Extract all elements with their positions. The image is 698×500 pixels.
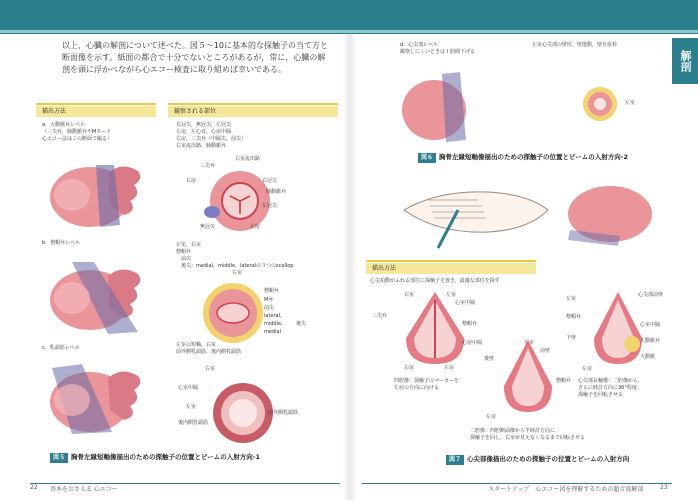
label-lateral: lateral, xyxy=(264,313,282,319)
figure5-caption-text: 胸骨左縁短軸像描出のための探触子の位置とビームの入射方向-1 xyxy=(71,453,260,461)
method2-header-rule xyxy=(366,260,536,262)
two-chamber-note: 二腔像：四腔断面像から半時計方向に 探触子を回し，右室が見えなくなるまで回転させる xyxy=(470,428,586,441)
header-stripe xyxy=(0,30,698,33)
label-rv-c: 右室 xyxy=(205,366,216,372)
label-mv-4ch: 僧帽弁 xyxy=(462,321,478,327)
patient-torso-illustration xyxy=(398,170,558,250)
figure6-badge: 図６ xyxy=(418,153,436,163)
label-lv-2ch: 左室 xyxy=(524,340,535,346)
view-a-text: 右冠尖，無冠尖，左冠尖 左房，左心耳，心房中隔 右房，三尖弁（中隔尖，前尖） 右室流出路，肺動脈弁 xyxy=(176,122,247,149)
right-page-number: 23 xyxy=(660,484,668,491)
label-lv-c: 左室 xyxy=(186,404,197,410)
label-m-valve: M弁 xyxy=(264,297,274,303)
method-header: 描出方法 xyxy=(36,106,156,117)
label-tricuspid: 三尖弁 xyxy=(200,163,216,169)
apical-long-axis-view xyxy=(588,288,648,368)
figure7-caption xyxy=(446,454,629,465)
label-rvot: 右室流出路 xyxy=(235,156,261,162)
label-middle: middle, xyxy=(264,321,283,327)
label-lv-d: 左室 xyxy=(625,100,636,106)
view-header-rule xyxy=(168,103,338,105)
label-medial: medial xyxy=(264,329,281,335)
label-av-3ch: 大動脈弁 xyxy=(640,338,661,344)
label-la-2ch: 左房 xyxy=(486,414,497,420)
heart-illustration-d xyxy=(396,70,471,150)
view-c-text: 左室の短軸，右室 前外側乳頭筋，後内側乳頭筋 xyxy=(176,342,242,355)
section-mitral-level xyxy=(198,278,268,348)
label-ivs-c: 心室中隔 xyxy=(178,385,199,391)
label-pv: 肺動脈弁 xyxy=(266,189,287,195)
figure6-caption xyxy=(418,152,628,163)
label-ra: 右房 xyxy=(186,178,197,184)
label-la: 左房 xyxy=(250,224,261,230)
figure7-badge: 図７ xyxy=(446,455,464,465)
figure7-caption-text: 心尖部像描出のための探触子の位置とビームの入射方向 xyxy=(467,455,630,463)
label-la-3ch: 左房 xyxy=(582,366,593,372)
label-post-leaflet: 後尖 xyxy=(296,321,307,327)
label-rcc: 右冠尖 xyxy=(262,178,278,184)
figure6-caption-text: 胸骨左縁短軸像描出のための探触子の位置とビームの入射方向-2 xyxy=(439,153,628,161)
label-la-4ch: 左房 xyxy=(444,365,455,371)
figure5-caption xyxy=(50,452,260,463)
view-b-text: 左室，右室 僧帽弁 前尖 後尖：medial，middle，lateralの３つのscallop xyxy=(176,242,294,269)
label-post-wall: 後壁 xyxy=(484,356,495,362)
label-lv-3ch: 左室 xyxy=(566,296,577,302)
heart-illustration-a xyxy=(42,155,152,235)
view-header: 観察される部位 xyxy=(168,106,338,117)
method-a-text: a．大動脈弁レベル （三尖弁，肺動脈弁やMモード 心エコー法はこの断面で撮る） xyxy=(42,122,113,142)
header-band xyxy=(0,0,698,34)
section-apical-level xyxy=(580,84,620,124)
label-al-papillary: 前外側乳頭筋 xyxy=(268,410,299,416)
label-aorta: 大動脈 xyxy=(640,354,656,360)
right-footer-text: スタートアップ 心エコー図を理解するための超音波解剖 xyxy=(488,486,644,493)
label-tv-4ch: 三尖弁 xyxy=(372,313,388,319)
heart-illustration-apical xyxy=(560,180,660,250)
label-ncc: 無冠尖 xyxy=(200,224,216,230)
section-tab: 解剖 xyxy=(672,38,698,84)
four-chamber-note: 四腔像：探触子のマーカーを 左肩の方向に向ける xyxy=(394,378,459,391)
book-gutter xyxy=(343,34,357,500)
label-ivs-4ch: 心室中隔 xyxy=(455,300,476,306)
method2-header: 描出方法 xyxy=(366,263,536,274)
label-ra-4ch: 右房 xyxy=(404,365,415,371)
label-apical-ant: 心尖部前壁 xyxy=(638,292,664,298)
method2-text: 心尖拍動がふれる部位に探触子を置き，最適な部位を探す xyxy=(370,278,500,284)
label-ant-wall: 前壁 xyxy=(540,348,551,354)
heart-illustration-b xyxy=(42,258,152,338)
method-header-rule xyxy=(36,103,156,105)
label-rv-b: 右室 xyxy=(232,270,243,276)
label-mv-3ch: 僧帽弁 xyxy=(566,314,582,320)
heart-illustration-c xyxy=(42,358,152,438)
intro-paragraph: 以上，心臓の解剖について述べた。図５～10に基本的な探触子の当て方と断面像を示す。紙面の都合で十分でないところがあるが，常に，心臓の解剖を頭に浮かべながら心エコー検査に取り組めば幸いである。 xyxy=(62,41,329,74)
label-pm-papillary: 後内側乳頭筋 xyxy=(178,420,209,426)
figure5-badge: 図５ xyxy=(50,453,68,463)
label-lcc: 左冠尖 xyxy=(262,203,278,209)
left-page-number: 22 xyxy=(30,484,38,491)
label-inf-wall: 下壁 xyxy=(566,335,577,341)
label-lv-4ch: 左室 xyxy=(446,292,457,298)
view-d-text: 左室心尖部の壁厚，壁運動，壁在血栓 xyxy=(532,42,618,48)
label-ant-leaflet: 前尖 xyxy=(264,305,275,311)
method-c-text: c．乳頭筋レベル xyxy=(42,345,80,351)
method-b-text: b．僧帽弁レベル xyxy=(42,240,81,246)
label-ivs-3ch: 心室中隔 xyxy=(640,322,661,328)
label-rv-4ch: 右室 xyxy=(404,292,415,298)
label-ias-4ch: 心房中隔 xyxy=(462,340,483,346)
label-mitral: 僧帽弁 xyxy=(264,288,280,294)
method-d-text: d．心尖部レベル 観察しにくいときは１肋間下げる xyxy=(400,42,476,55)
left-footer-text: 基本をおさえる 心エコー xyxy=(50,486,118,493)
long-axis-note: 心尖部長軸像：二腔像から， さらに時計方向に30°程度 探触子を回転させる xyxy=(578,378,644,398)
label-mv-2ch: 僧帽弁 xyxy=(556,378,572,384)
